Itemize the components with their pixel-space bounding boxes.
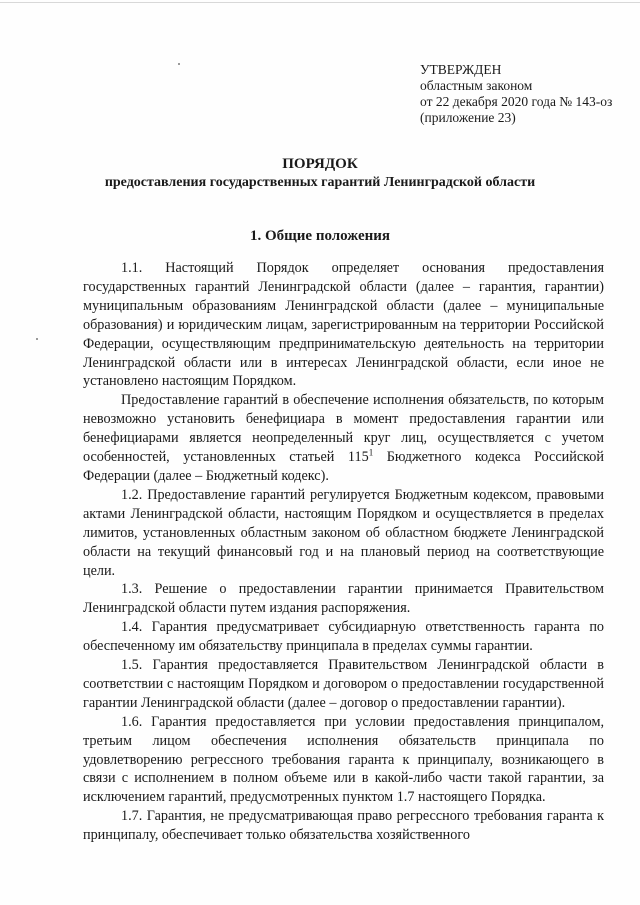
approval-stamp [420, 62, 635, 126]
approval-line: (приложение 23) [420, 110, 516, 125]
document-title: ПОРЯДОК [282, 156, 358, 172]
paragraph: 1.4. Гарантия предусматривает субсидиарную ответственность гаранта по обеспеченному им обязательству принципала в пределах суммы гарантии. [83, 619, 604, 655]
scan-dot [36, 338, 38, 340]
superscript: 1 [368, 447, 374, 458]
paragraph: 1.7. Гарантия, не предусматривающая право регрессного требования гаранта к принципалу, обеспечивает только обязательства хозяйственного [83, 808, 604, 844]
approval-line: от 22 декабря 2020 года № 143-оз [420, 94, 613, 109]
paragraph-text: Предоставление гарантий в обеспечение исполнения обязательств, по которым невозможно установить бенефициара в момент предоставления гарантии или бенефициарами является неопределенный круг лиц, осуществляется с учетом особенностей, установленных статьей 115 [83, 392, 604, 466]
paragraph: 1.6. Гарантия предоставляется при условии предоставления принципалом, третьим лицом обеспечения исполнения обязательств принципала по удовлетворению регрессного требования гаранта к принципалу, возникающего в связи с исполнением в полном объеме или в какой-либо части такой гарантии, за исключением гарантий, предусмотренных пунктом 1.7 настоящего Порядка. [83, 713, 604, 806]
paragraph-text: Бюджетного кодекса Российской Федерации (далее – Бюджетный кодекс). [83, 449, 604, 484]
paragraph [83, 391, 604, 486]
document-subtitle: предоставления государственных гарантий Ленинградской области [104, 175, 536, 190]
paragraph: 1.5. Гарантия предоставляется Правительством Ленинградской области в соответствии с настоящим Порядком и договором о предоставлении государственной гарантии Ленинградской области (далее – договор о предоставлении гарантии). [83, 657, 604, 711]
paragraph: 1.3. Решение о предоставлении гарантии принимается Правительством Ленинградской области путем издания распоряжения. [83, 581, 604, 617]
scan-dot [178, 63, 180, 65]
paragraph: 1.1. Настоящий Порядок определяет основания предоставления государственных гарантий Ленинградской области (далее – гарантия, гарантии) муниципальным образованиям Ленинградской области (далее – муниципальные образования) и юридическим лицам, зарегистрированным на территории Российской Федерации, осуществляющим предпринимательскую деятельность на территории Ленинградской области или в интересах Ленинградской области, если иное не установлено настоящим Порядком. [83, 260, 604, 390]
scan-mark [0, 2, 640, 3]
approval-line: областным законом [420, 78, 533, 93]
paragraph: 1.2. Предоставление гарантий регулируется Бюджетным кодексом, правовыми актами Ленинградской области, настоящим Порядком и осуществляется в пределах лимитов, установленных областным законом об областном бюджете Ленинградской области на текущий финансовый год и на плановый период на соответствующие цели. [83, 486, 604, 579]
document-body [83, 259, 604, 845]
approval-line: УТВЕРЖДЕН [420, 62, 502, 77]
section-title: 1. Общие положения [249, 228, 391, 244]
